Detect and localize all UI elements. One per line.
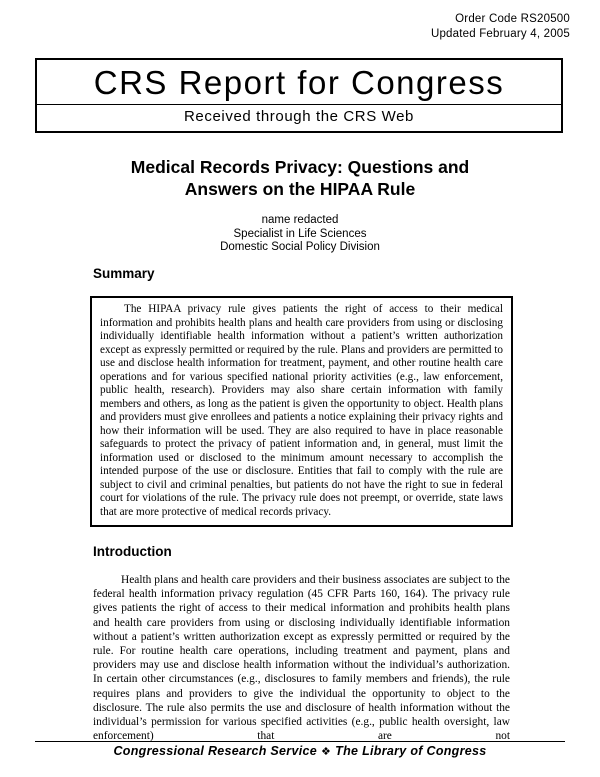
masthead-title: CRS Report for Congress [37,60,561,105]
footer-library-name: The Library of Congress [335,744,487,758]
report-title [0,157,600,200]
summary-heading: Summary [93,266,155,281]
byline [0,214,600,255]
order-code-block [431,12,570,41]
masthead-subtitle: Received through the CRS Web [184,108,414,125]
masthead-box [35,58,563,133]
report-title-line-1: Medical Records Privacy: Questions and [130,157,470,177]
summary-box [90,296,513,527]
diamond-separator-icon: ❖ [321,746,332,758]
introduction-paragraph: Health plans and health care providers and their business associates are subject to the federal health information privacy regulation (45 CFR Parts 160, 164). The privacy rule gives patients the right of access to their medical information and prohibits health plans and health care providers from using or disclosing individually identifiable information without a patient’s written authorization except as expressly permitted or required by the rule. For routine health care operations, including treatment and payment, plans and providers may use and disclose health information without the individual’s authorization. In certain other circumstances (e.g., disclosures to family members and friends), the rule requires plans and providers to give the individual the opportunity to object to the disclosure. The rule also permits the use and disclosure of health information without the individual’s permission for various specified activities (e.g., public health oversight, law enforcement) that are not [93,574,510,743]
author-role: Specialist in Life Sciences [233,227,367,240]
introduction-heading: Introduction [93,544,172,559]
order-code: Order Code RS20500 [455,13,570,25]
author-name: name redacted [261,214,339,226]
footer-divider [35,741,565,742]
summary-paragraph: The HIPAA privacy rule gives patients the right of access to their medical information and prohibits health plans and health care providers from using or disclosing individually identifiable health information without a patient’s written authorization except as expressly permitted or required by the rule. Plans and providers are permitted to use and disclose health information for treatment, payment, and other routine health care operations and for various specified national priority activities (e.g., law enforcement, public health, research). Providers may also share certain information with family members and others, as long as the patient is given the opportunity to object. Health plans and providers must give enrollees and patients a notice explaining their privacy rights and how their information will be used. They are also required to have in place reasonable safeguards to protect the privacy of patient information and, in general, must limit the information used or disclosed to the minimum amount necessary to accomplish the intended purpose of the use or disclosure. Entities that fail to comply with the rule are subject to civil and criminal penalties, but patients do not have the right to sue in federal court for violations of the rule. The privacy rule does not preempt, or override, state laws that are more protective of medical records privacy. [100,303,503,518]
footer [0,744,600,758]
report-title-line-2: Answers on the HIPAA Rule [184,178,416,199]
introduction-body [93,573,510,743]
updated-date: Updated February 4, 2005 [430,27,570,40]
author-division: Domestic Social Policy Division [220,241,380,253]
footer-service-name: Congressional Research Service [113,744,317,758]
